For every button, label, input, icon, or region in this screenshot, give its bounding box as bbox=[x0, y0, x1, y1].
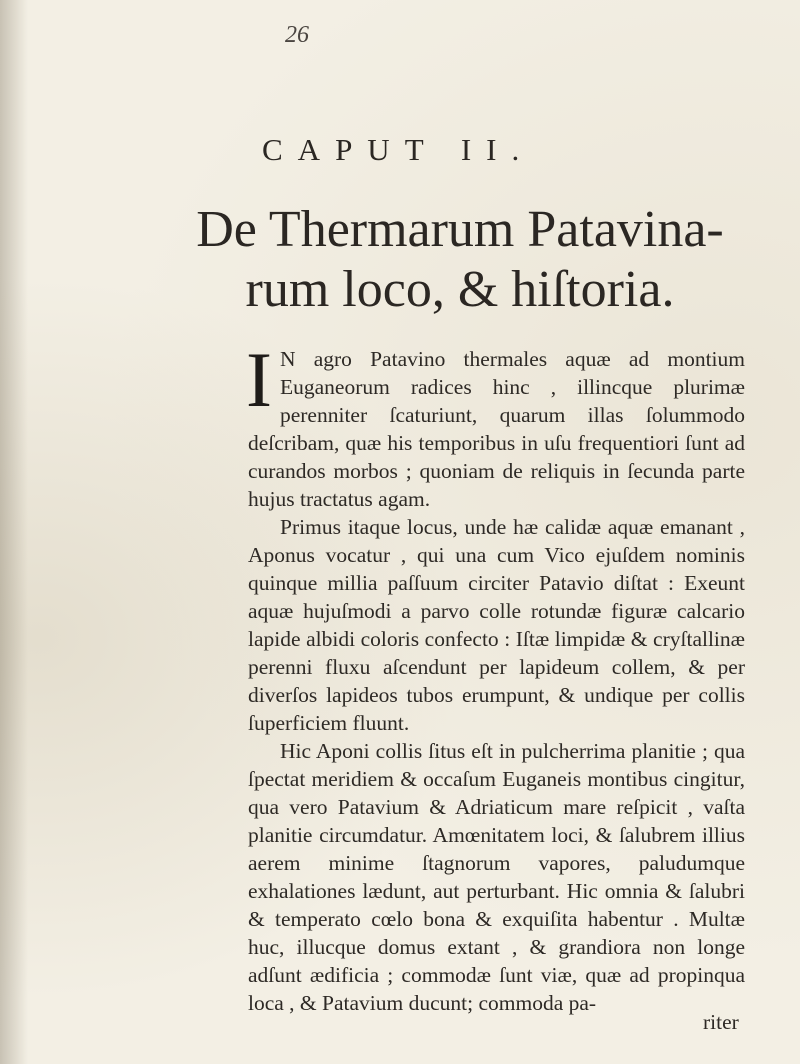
paragraph-2: Primus itaque locus, unde hæ calidæ aquæ emanant , Aponus vocatur , qui una cum Vico ejuſdem nominis quinque millia paſſuum circiter Patavio diſtat : Exeunt aquæ hujuſmodi a parvo colle rotundæ figuræ calcario lapide albidi coloris confecto : Iſtæ limpidæ & cryſtallinæ perenni fluxu aſcendunt per lapideum collem, & per diverſos lapideos tubos erumpunt, & undique per collis ſuperficiem fluunt. bbox=[248, 515, 745, 735]
page-number: 26 bbox=[285, 22, 309, 48]
paragraph-1-text: N agro Patavino thermales aquæ ad montium Euganeorum radices hinc , illincque plurimæ perenniter ſcaturiunt, quarum illas ſolummodo deſcribam, quæ his temporibus in uſu frequentiori ſunt ad curandos morbos ; quoniam de reliquis in ſecunda parte hujus tractatus agam. bbox=[248, 347, 745, 511]
paragraph-1 bbox=[246, 336, 745, 513]
paragraph-3: Hic Aponi collis ſitus eſt in pulcherrima planitie ; qua ſpectat meridiem & occaſum Euganeis montibus cingitur, qua vero Patavium & Adriaticum mare reſpicit , vaſta planitie circumdatur. Amœnitatem loci, & ſalubrem illius aerem minime ſtagnorum vapores, paludumque exhalationes lædunt, aut perturbant. Hic omnia & ſalubri & temperato cœlo bona & exquiſita habentur . Multæ huc, illucque domus extant , & grandiora non longe adſunt ædificia ; commodæ ſunt viæ, quæ ad propinqua loca , & Patavium ducunt; commoda pa- bbox=[248, 739, 745, 1015]
chapter-heading: CAPUT II. bbox=[262, 132, 535, 167]
chapter-title-line-2: rum loco, & hiſtoria. bbox=[245, 261, 675, 318]
catchword: riter bbox=[703, 1010, 739, 1034]
drop-cap: I bbox=[246, 336, 272, 423]
chapter-title bbox=[150, 200, 770, 320]
binding-shadow bbox=[0, 0, 28, 1064]
body-text bbox=[246, 336, 745, 1017]
chapter-title-line-1: De Thermarum Patavina- bbox=[196, 201, 724, 258]
